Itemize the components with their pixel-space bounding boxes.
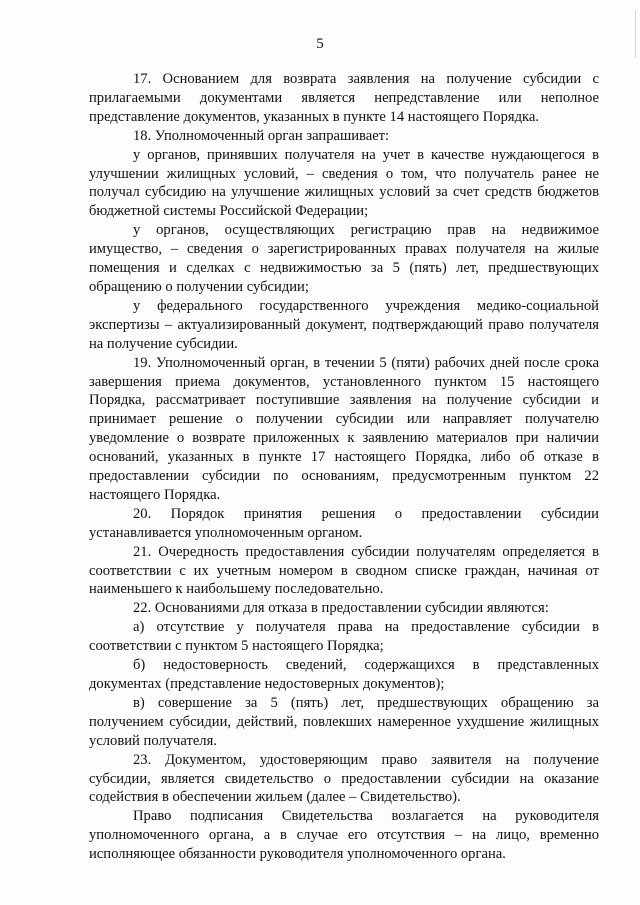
paragraph-18-item-3: у федерального государственного учреждения медико-социальной экспертизы – актуализированный документ, подтверждающий право получателя на получение субсидии. [89, 297, 599, 352]
scan-edge-mark [635, 10, 636, 58]
paragraph-18-item-1: у органов, принявших получателя на учет в качестве нуждающегося в улучшении жилищных условий, – сведения о том, что получатель ранее не получал субсидию на улучшение жилищных условий за счет средств бюджетов бюджетной системы Российской Федерации; [89, 146, 599, 220]
paragraph-23-signing: Право подписания Свидетельства возлагается на руководителя уполномоченного органа, а в случае его отсутствия – на лицо, временно исполняющее обязанности руководителя уполномоченного органа. [89, 808, 599, 863]
paragraph-22: 22. Основаниями для отказа в предоставлении субсидии являются: [133, 600, 549, 617]
paragraph-18-item-2: у органов, осуществляющих регистрацию прав на недвижимое имущество, – сведения о зарегистрированных правах получателя на жилые помещения и сделках с недвижимостью за 5 (пять) лет, предшествующих обращению о получении субсидии; [89, 222, 599, 295]
paragraph-17: 17. Основанием для возврата заявления на получение субсидии с прилагаемыми документами является непредставление или неполное представление документов, указанных в пункте 14 настоящего Порядка. [89, 71, 599, 125]
paragraph-22-item-b: б) недостоверность сведений, содержащихся в представленных документах (представление недостоверных документов); [89, 657, 599, 692]
paragraph-21: 21. Очередность предоставления субсидии получателям определяется в соответствии с их учетным номером в сводном списке граждан, начиная от наименьшего к наибольшему последовательно. [89, 543, 599, 598]
document-body [89, 70, 599, 864]
paragraph-18: 18. Уполномоченный орган запрашивает: [133, 127, 390, 144]
paragraph-22-item-a: а) отсутствие у получателя права на предоставление субсидии в соответствии с пунктом 5 настоящего Порядка; [89, 619, 599, 655]
paragraph-22-item-v: в) совершение за 5 (пять) лет, предшествующих обращению за получением субсидии, действий, повлекших намеренное ухудшение жилищных условий получателя. [89, 694, 599, 749]
page-number: 5 [316, 36, 324, 52]
paragraph-23: 23. Документом, удостоверяющим право заявителя на получение субсидии, является свидетельство о предоставлении субсидии на оказание содействия в обеспечении жильем (далее – Свидетельство). [89, 751, 599, 806]
paragraph-19: 19. Уполномоченный орган, в течении 5 (пяти) рабочих дней после срока завершения приема документов, установленного пунктом 15 настоящего Порядка, рассматривает поступившие заявления на получение субсидии и принимает решение о получении субсидии или направляет получателю уведомление о возврате приложенных к заявлению материалов при наличии оснований, указанных в пункте 17 настоящего Порядка, либо об отказе в предоставлении субсидии по основаниям, предусмотренным пунктом 22 настоящего Порядка. [89, 354, 599, 503]
paragraph-20: 20. Порядок принятия решения о предоставлении субсидии устанавливается уполномоченным органом. [89, 505, 599, 541]
